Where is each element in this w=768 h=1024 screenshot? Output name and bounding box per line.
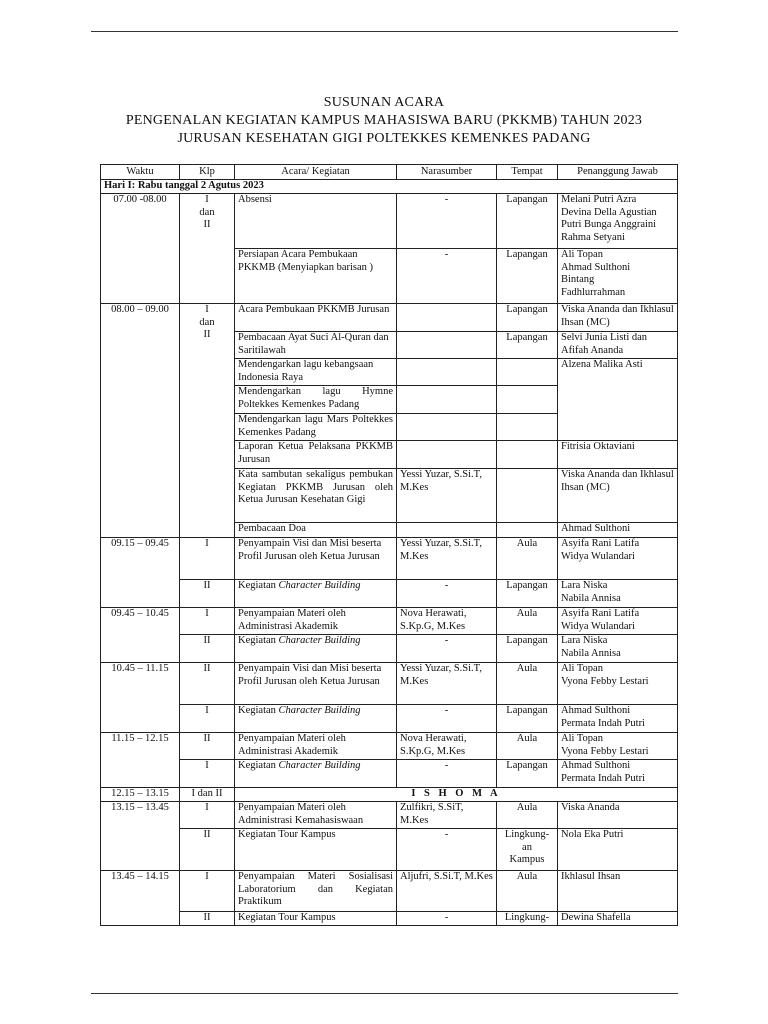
cell-klp: I	[180, 538, 235, 580]
cell-narasumber: Zulfikri, S.SiT, M.Kes	[397, 802, 497, 829]
cell-narasumber	[397, 386, 497, 414]
col-header-narasumber: Narasumber	[397, 165, 497, 180]
cell-acara	[235, 635, 397, 663]
cell-penanggung-jawab: Ali Topan Ahmad Sulthoni Bintang Fadhlurrahman	[558, 249, 678, 304]
cell-narasumber: Yessi Yuzar, S.Si.T, M.Kes	[397, 538, 497, 580]
table-row	[101, 829, 678, 871]
cell-penanggung-jawab: Lara Niska Nabila Annisa	[558, 635, 678, 663]
activity-italic: Character Building	[278, 760, 361, 771]
cell-penanggung-jawab: Ali Topan Vyona Febby Lestari	[558, 733, 678, 760]
cell-klp: II	[180, 663, 235, 705]
cell-penanggung-jawab: Ahmad Sulthoni	[558, 523, 678, 538]
cell-penanggung-jawab: Nola Eka Putri	[558, 829, 678, 871]
day-label: Hari I: Rabu tanggal 2 Agutus 2023	[101, 180, 678, 194]
cell-acara: Acara Pembukaan PKKMB Jurusan	[235, 304, 397, 332]
col-header-penanggung-jawab: Penanggung Jawab	[558, 165, 678, 180]
activity-prefix: Kegiatan	[238, 760, 279, 771]
cell-acara	[235, 580, 397, 608]
cell-tempat: Lapangan	[497, 304, 558, 332]
cell-tempat	[497, 469, 558, 523]
cell-klp: I	[180, 705, 235, 733]
cell-tempat	[497, 441, 558, 469]
cell-klp: I dan II	[180, 304, 235, 538]
cell-penanggung-jawab: Viska Ananda dan Ikhlasul Ihsan (MC)	[558, 469, 678, 523]
cell-narasumber	[397, 441, 497, 469]
col-header-waktu: Waktu	[101, 165, 180, 180]
cell-narasumber: -	[397, 194, 497, 249]
cell-waktu: 10.45 – 11.15	[101, 663, 180, 733]
cell-penanggung-jawab: Selvi Junia Listi dan Afifah Ananda	[558, 332, 678, 359]
document-department: JURUSAN KESEHATAN GIGI POLTEKKES KEMENKES PADANG	[177, 131, 591, 146]
cell-tempat	[497, 359, 558, 386]
cell-klp: II	[180, 635, 235, 663]
table-row	[101, 733, 678, 760]
cell-waktu: 13.45 – 14.15	[101, 871, 180, 926]
table-row	[101, 635, 678, 663]
cell-acara: Absensi	[235, 194, 397, 249]
cell-tempat: Lapangan	[497, 580, 558, 608]
table-row	[101, 538, 678, 580]
cell-penanggung-jawab: Asyifa Rani Latifa Widya Wulandari	[558, 538, 678, 580]
cell-narasumber: -	[397, 249, 497, 304]
cell-acara: Penyampaian Materi oleh Administrasi Kemahasiswaan	[235, 802, 397, 829]
table-row	[101, 663, 678, 705]
cell-penanggung-jawab: Viska Ananda dan Ikhlasul Ihsan (MC)	[558, 304, 678, 332]
cell-narasumber	[397, 332, 497, 359]
cell-acara: Laporan Ketua Pelaksana PKKMB Jurusan	[235, 441, 397, 469]
table-row	[101, 912, 678, 926]
cell-narasumber: -	[397, 760, 497, 788]
table-row	[101, 802, 678, 829]
cell-penanggung-jawab: Lara Niska Nabila Annisa	[558, 580, 678, 608]
cell-tempat: Lapangan	[497, 635, 558, 663]
activity-prefix: Kegiatan	[238, 705, 279, 716]
cell-penanggung-jawab: Ikhlasul Ihsan	[558, 871, 678, 912]
cell-waktu: 12.15 – 13.15	[101, 788, 180, 802]
cell-klp: I dan II	[180, 788, 235, 802]
cell-acara: Kata sambutan sekaligus pembukan Kegiatan PKKMB Jurusan oleh Ketua Jurusan Kesehatan Gigi	[235, 469, 397, 523]
cell-acara: Penyampaian Materi oleh Administrasi Akademik	[235, 608, 397, 635]
cell-tempat: Lapangan	[497, 249, 558, 304]
cell-acara: Penyampain Visi dan Misi beserta Profil Jurusan oleh Ketua Jurusan	[235, 538, 397, 580]
cell-penanggung-jawab: Asyifa Rani Latifa Widya Wulandari	[558, 608, 678, 635]
cell-narasumber	[397, 304, 497, 332]
cell-acara: Pembacaan Doa	[235, 523, 397, 538]
cell-acara: Pembacaan Ayat Suci Al-Quran dan Saritilawah	[235, 332, 397, 359]
ishoma-break: I S H O M A	[235, 788, 678, 802]
cell-waktu: 09.15 – 09.45	[101, 538, 180, 608]
col-header-tempat: Tempat	[497, 165, 558, 180]
table-row	[101, 580, 678, 608]
table-row	[101, 871, 678, 912]
cell-tempat: Lingkung-	[497, 912, 558, 926]
document-title-block	[60, 94, 708, 148]
cell-klp: I	[180, 871, 235, 912]
cell-klp: I	[180, 802, 235, 829]
cell-klp: I	[180, 608, 235, 635]
activity-prefix: Kegiatan	[238, 580, 279, 591]
cell-tempat: Lapangan	[497, 705, 558, 733]
table-row	[101, 705, 678, 733]
cell-narasumber: Nova Herawati, S.Kp.G, M.Kes	[397, 608, 497, 635]
cell-klp: I	[180, 760, 235, 788]
cell-narasumber: Yessi Yuzar, S.Si.T, M.Kes	[397, 469, 497, 523]
cell-narasumber: -	[397, 912, 497, 926]
cell-acara: Penyampain Visi dan Misi beserta Profil Jurusan oleh Ketua Jurusan	[235, 663, 397, 705]
cell-acara: Penyampaian Materi Sosialisasi Laboratorium dan Kegiatan Praktikum	[235, 871, 397, 912]
cell-narasumber: Yessi Yuzar, S.Si.T, M.Kes	[397, 663, 497, 705]
cell-acara: Persiapan Acara Pembukaan PKKMB (Menyiapkan barisan )	[235, 249, 397, 304]
cell-waktu: 07.00 -08.00	[101, 194, 180, 304]
day-row	[101, 180, 678, 194]
col-header-klp: Klp	[180, 165, 235, 180]
cell-penanggung-jawab: Dewina Shafella	[558, 912, 678, 926]
cell-tempat: Lapangan	[497, 760, 558, 788]
cell-penanggung-jawab: Fitrisia Oktaviani	[558, 441, 678, 469]
table-row	[101, 304, 678, 332]
top-rule	[91, 31, 678, 32]
cell-waktu: 09.45 – 10.45	[101, 608, 180, 663]
cell-waktu: 08.00 – 09.00	[101, 304, 180, 538]
cell-klp: I dan II	[180, 194, 235, 304]
cell-tempat	[497, 386, 558, 414]
cell-penanggung-jawab: Ali Topan Vyona Febby Lestari	[558, 663, 678, 705]
cell-narasumber: -	[397, 580, 497, 608]
activity-italic: Character Building	[278, 705, 361, 716]
cell-acara: Kegiatan Tour Kampus	[235, 829, 397, 871]
cell-acara: Kegiatan Tour Kampus	[235, 912, 397, 926]
activity-italic: Character Building	[278, 635, 361, 646]
cell-penanggung-jawab: Viska Ananda	[558, 802, 678, 829]
cell-narasumber: Nova Herawati, S.Kp.G, M.Kes	[397, 733, 497, 760]
cell-acara	[235, 705, 397, 733]
cell-tempat: Aula	[497, 871, 558, 912]
col-header-acara: Acara/ Kegiatan	[235, 165, 397, 180]
schedule-table	[100, 164, 678, 926]
cell-tempat: Lingkung- an Kampus	[497, 829, 558, 871]
cell-tempat	[497, 523, 558, 538]
cell-acara: Mendengarkan lagu Mars Poltekkes Kemenkes Padang	[235, 414, 397, 441]
cell-klp: II	[180, 580, 235, 608]
cell-waktu: 13.15 – 13.45	[101, 802, 180, 871]
cell-acara: Mendengarkan lagu Hymne Poltekkes Kemenkes Padang	[235, 386, 397, 414]
cell-klp: II	[180, 733, 235, 760]
activity-prefix: Kegiatan	[238, 635, 279, 646]
activity-italic: Character Building	[278, 580, 361, 591]
cell-tempat: Aula	[497, 733, 558, 760]
cell-klp: II	[180, 829, 235, 871]
cell-narasumber: -	[397, 635, 497, 663]
table-row	[101, 788, 678, 802]
cell-acara: Penyampaian Materi oleh Administrasi Akademik	[235, 733, 397, 760]
cell-tempat: Aula	[497, 802, 558, 829]
table-row	[101, 608, 678, 635]
document-title: SUSUNAN ACARA	[323, 95, 445, 110]
cell-narasumber: -	[397, 705, 497, 733]
cell-narasumber	[397, 523, 497, 538]
cell-penanggung-jawab: Melani Putri Azra Devina Della Agustian Putri Bunga Anggraini Rahma Setyani	[558, 194, 678, 249]
table-row	[101, 194, 678, 249]
cell-acara	[235, 760, 397, 788]
cell-narasumber	[397, 414, 497, 441]
cell-tempat	[497, 414, 558, 441]
table-header-row	[101, 165, 678, 180]
cell-narasumber	[397, 359, 497, 386]
cell-tempat: Aula	[497, 538, 558, 580]
cell-penanggung-jawab: Ahmad Sulthoni Permata Indah Putri	[558, 705, 678, 733]
cell-tempat: Lapangan	[497, 332, 558, 359]
cell-acara: Mendengarkan lagu kebangsaan Indonesia Raya	[235, 359, 397, 386]
bottom-rule	[91, 993, 678, 994]
document-subtitle: PENGENALAN KEGIATAN KAMPUS MAHASISWA BARU (PKKMB) TAHUN 2023	[125, 113, 643, 128]
cell-narasumber: -	[397, 829, 497, 871]
cell-penanggung-jawab: Alzena Malika Asti	[558, 359, 678, 441]
cell-tempat: Aula	[497, 663, 558, 705]
cell-tempat: Lapangan	[497, 194, 558, 249]
cell-tempat: Aula	[497, 608, 558, 635]
cell-narasumber: Aljufri, S.Si.T, M.Kes	[397, 871, 497, 912]
cell-klp: II	[180, 912, 235, 926]
table-row	[101, 760, 678, 788]
cell-waktu: 11.15 – 12.15	[101, 733, 180, 788]
cell-penanggung-jawab: Ahmad Sulthoni Permata Indah Putri	[558, 760, 678, 788]
